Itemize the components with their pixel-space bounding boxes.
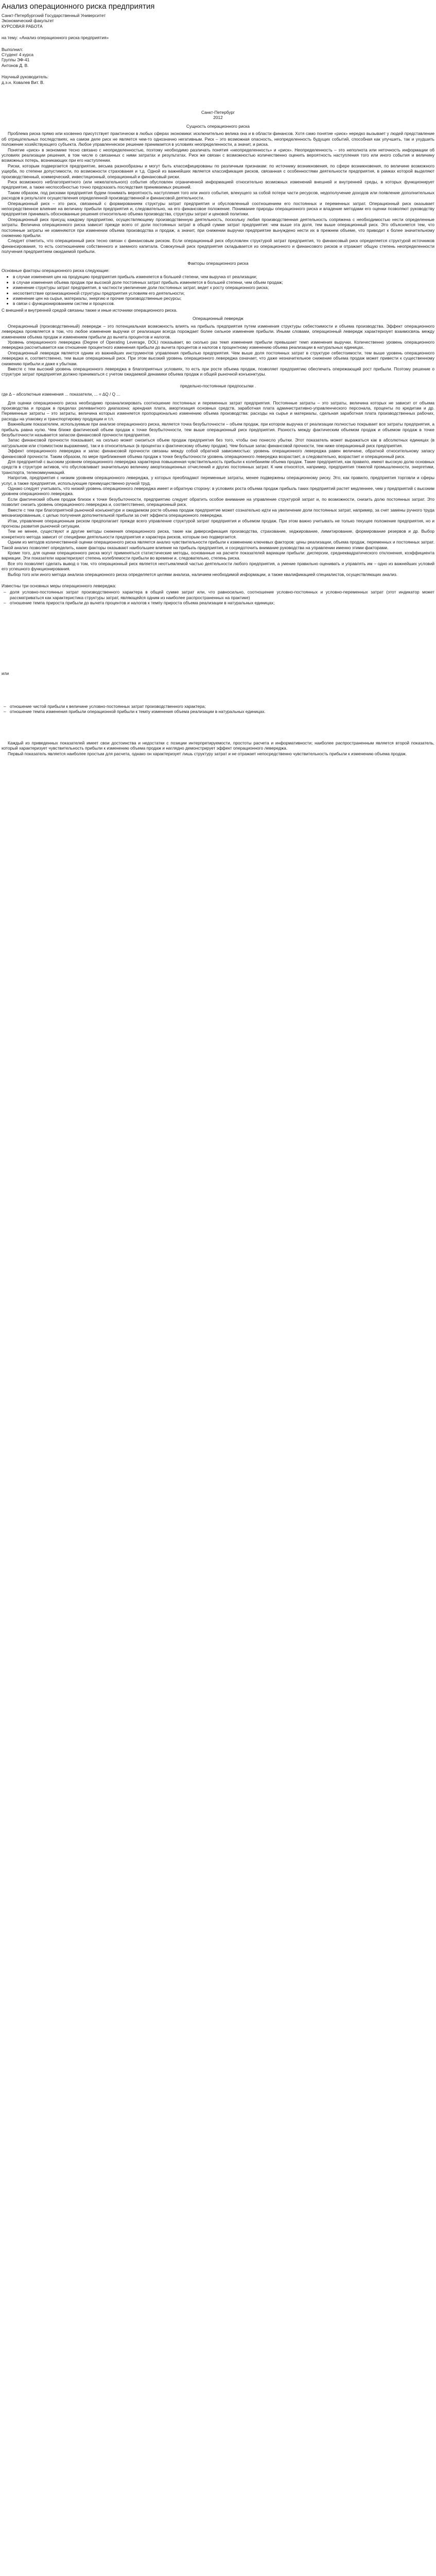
section-heading-leverage: Операционный левередж (193, 316, 243, 321)
section-heading-factors: Факторы операционного риска (187, 260, 249, 266)
leverage-measures-list (4, 589, 434, 605)
university-name: Санкт-Петербургский Государственный Университет (2, 13, 106, 18)
analysis-paragraph: Если фактический объем продаж близок к точке безубыточности, предприятию следует обратить особое внимание на управление структурой затрат и, по возможности, снизить долю постоянных затрат. Это позволит снизить уровень операционного левереджа и, соответственно, операционный риск. (2, 496, 434, 507)
closing-paragraph: Каждый из приведенных показателей имеет свои достоинства и недостатки с позиции интерпретируемости, простоты расчета и информативности; наиболее распространенным является второй показатель, который характеризует чувствительность прибыли к изменению объема продаж и наглядно демонстрирует эффект операционного левереджа. (2, 740, 434, 751)
essence-paragraph: Таким образом, под рисками предприятия будем понимать вероятность наступления того или иного события, влекущего за собой потери части ресурсов, недополучение доходов или появление дополнительных расходов в результате осуществления определенной производственной и финансовой деятельности. (2, 190, 434, 201)
analysis-paragraph: Итак, управление операционным риском предполагает прежде всего управление структурой затрат предприятия и объемом продаж. При этом важно учитывать не только текущее положение предприятия, но и прогнозы развития рыночной ситуации. (2, 518, 434, 529)
title-page-block (2, 13, 434, 41)
student-course: Студент 4 курса (2, 52, 33, 58)
work-topic: на тему: «Анализ операционного риска предприятия» (2, 35, 109, 41)
analysis-paragraph: Вместе с тем при благоприятной рыночной конъюнктуре и ожидаемом росте объема продаж предприятие может сознательно идти на увеличение доли постоянных затрат, например, за счет замены ручного труда механизированным, с целью получения дополнительной прибыли за счет эффекта операционного левереджа. (2, 507, 434, 518)
measure-list-item: – отношение темпа изменения прибыли операционной прибыли к темпу изменения объема реализации в натуральных единицах. (4, 709, 434, 714)
factor-list-item: • в случае изменения объема продаж при высокой доле постоянных затрат прибыль изменяется в большей степени, чем объем продаж; (13, 280, 434, 285)
section-leverage (2, 324, 434, 377)
essence-paragraph: Операционный риск – это риск, связанный с формированием структуры затрат предприятия и обусловленный соотношением его постоянных и переменных затрат. Операционный риск оказывает непосредственное влияние на величину прибыли предприятия и, следовательно, на его финансовое положение. Понимание природы операционного риска и владение методами его оценки позволяют руководству предприятия принимать обоснованные решения относительно объема производства, структуры затрат и ценовой политики. (2, 200, 434, 217)
measure-list-item: – отношение чистой прибыли к величине условно-постоянных затрат производственного характера; (4, 704, 434, 709)
leverage-paragraph: Вместе с тем высокий уровень операционного левереджа в благоприятных условиях, то есть при росте объема продаж, позволяет предприятию обеспечить опережающий рост прибыли. Поэтому решение о структуре затрат предприятия должно приниматься с учетом ожидаемой динамики объема продаж и общей рыночной конъюнктуры. (2, 366, 434, 377)
performed-label: Выполнил: (2, 46, 23, 52)
essence-paragraph: Понятие «риск» в экономике тесно связано с неопределенностью, поэтому необходимо различать понятия «неопределенность» и «риск». Неопределенность – это неполнота или неточность информации об условиях реализации решения, в том числе о связанных с ними затратах и результатах. Риск же связан с возможностью количественно оценить вероятность наступления того или иного события и величину возможных потерь, возникающих при его наступлении. (2, 147, 434, 163)
student-name: Антонов Д. В. (2, 62, 29, 68)
faculty-name: Экономический факультет (2, 18, 54, 24)
analysis-paragraph: Напротив, предприятия с низким уровнем операционного левереджа, у которых преобладают переменные затраты, менее подвержены операционному риску. Это, как правило, предприятия торговли и сферы услуг, а также предприятия, использующие преимущественно ручной труд. (2, 475, 434, 486)
section-essence (2, 131, 434, 254)
city-year-block (2, 110, 434, 121)
types-intro: Известны три основных меры операционного левереджа: (2, 583, 116, 588)
document-page (0, 2, 436, 756)
formula-label: предельно-постоянные предпосылки . (180, 383, 256, 388)
analysis-paragraph: Эффект операционного левереджа и запас финансовой прочности связаны между собой обратной зависимостью: уровень операционного левереджа равен величине, обратной относительному запасу финансовой прочности. Таким образом, по мере приближения объема продаж к точке безубыточности уровень операционного левереджа возрастает, а следовательно, возрастает и операционный риск. (2, 448, 434, 459)
analysis-paragraph: Тем не менее, существуют и другие методы снижения операционного риска, такие как диверсификация производства, страхование, хеджирование, лимитирование, формирование резервов и др. Выбор конкретного метода зависит от специфики деятельности предприятия и характера рисков, которым оно подвергается. (2, 529, 434, 539)
factors-list (13, 274, 434, 306)
analysis-paragraph: Запас финансовой прочности показывает, на сколько может снизиться объем продаж предприятия без того, чтобы оно понесло убытки. Этот показатель может выражаться как в абсолютных единицах (в натуральном или стоимостном выражении), так и в относительных (в процентах к фактическому объему продаж). Чем больше запас финансовой прочности, тем ниже операционный риск предприятия. (2, 437, 434, 448)
year: 2012 (213, 115, 223, 121)
or-label: или (2, 670, 9, 676)
measure-list-item: – отношение темпа прироста прибыли до вычета процентов и налогов к темпу прироста объема реализации в натуральных единицах; (4, 600, 434, 605)
supervisor-label: Научный руководитель: (2, 74, 49, 80)
leverage-paragraph: Операционный (производственный) левередж – это потенциальная возможность влиять на прибыль предприятия путем изменения структуры себестоимости и объема производства. Эффект операционного левереджа проявляется в том, что любое изменение выручки от реализации всегда порождает более сильное изменение прибыли. Иными словами, операционный левередж характеризует взаимосвязь между изменением объема продаж и изменением прибыли до вычета процентов и налогов. (2, 323, 434, 340)
leverage-paragraph: Операционный левередж является одним из важнейших инструментов управления прибылью предприятия. Чем выше доля постоянных затрат в структуре себестоимости, тем выше уровень операционного левереджа и, соответственно, тем выше операционный риск. При этом высокий уровень операционного левереджа означает, что даже незначительное снижение объема продаж может привести к существенному снижению прибыли и даже к убыткам. (2, 350, 434, 366)
factor-list-item: • несоответствие организационной структуры предприятия условиям его деятельности; (13, 291, 434, 296)
essence-paragraph: Проблема риска прямо или косвенно присутствует практически в любых сферах экономики: исключительно велика она и в области финансов. Хотя само понятие «риск» нередко вызывает у людей представление об отрицательных последствиях, на самом деле риск не является чем-то однозначно негативным. Риск – это возможная опасность, неопределенность будущих событий, способная как улучшить, так и ухудшить положение хозяйствующего субъекта. Любое управленческое решение принимается в условиях неопределенности, а значит, и риска. (2, 131, 434, 147)
student-group: Группы ЭФ-41 (2, 57, 30, 63)
factor-list-item: • изменение структуры затрат предприятия, в частности увеличение доли постоянных затрат, ведет к росту операционного риска; (13, 285, 434, 290)
leverage-measures-list-b (4, 704, 434, 715)
factors-intro: Основные факторы операционного риска следующие: (2, 268, 110, 274)
essence-paragraph: Риски, которым подвергается предприятие, весьма разнообразны и могут быть классифицированы по различным признакам: по источнику возникновения, по сфере возникновения, по величине возможного ущерба, по степени допустимости, по возможности страхования и т.д. Одной из важнейших является классификация рисков, связанная с особенностями деятельности предприятия, в рамках которой выделяют производственный, коммерческий, инвестиционный, операционный и финансовый риски. (2, 163, 434, 179)
factor-list-item: • в случае изменения цен на продукцию предприятия прибыль изменяется в большей степени, чем выручка от реализации; (13, 274, 434, 279)
analysis-paragraph: Одним из методов количественной оценки операционного риска является анализ чувствительности прибыли к изменению ключевых факторов: цены реализации, объема продаж, переменных и постоянных затрат. Такой анализ позволяет определить, какие факторы оказывают наибольшее влияние на прибыль предприятия, и сосредоточить внимание руководства на управлении именно этими факторами. (2, 539, 434, 550)
factors-after: С внешней и внутренней средой связаны также и иные источники операционного риска. (2, 307, 178, 313)
author-block (2, 47, 434, 85)
factor-list-item: • в связи с функционированием систем и процессов. (13, 301, 434, 306)
analysis-paragraph: Все это позволяет сделать вывод о том, что операционный риск является неотъемлемой частью деятельности любого предприятия, а умение правильно оценивать и управлять им – одно из важнейших условий его успешного функционирования. (2, 561, 434, 572)
section-closing (2, 740, 434, 756)
section-analysis (2, 400, 434, 577)
analysis-paragraph: Для оценки операционного риска необходимо проанализировать соотношение постоянных и переменных затрат предприятия. Постоянные затраты – это затраты, величина которых не зависит от объема производства и продаж в пределах релевантного диапазона: арендная плата, амортизация основных средств, заработная плата административно-управленческого персонала, проценты по кредитам и др. Переменные затраты – это затраты, величина которых изменяется пропорционально изменению объема производства: расходы на сырье и материалы, сдельная заработная плата производственных рабочих, расходы на упаковку и транспортировку продукции и т.п. (2, 400, 434, 421)
city: Санкт-Петербург (201, 110, 235, 115)
measure-list-item: – доля условно-постоянных затрат производственного характера в общей сумме затрат или, что равносильно, соотношение условно-постоянных и условно-переменных затрат (этот индикатор может рассматриваться как характеристика структуры затрат, являющейся одним из наиболее распространенных на практике) (4, 589, 434, 600)
leverage-paragraph: Уровень операционного левереджа (Degree of Operating Leverage, DOL) показывает, во сколько раз темп изменения прибыли превышает темп изменения выручки. Количественно уровень операционного левереджа рассчитывается как отношение процентного изменения прибыли до вычета процентов и налогов к процентному изменению объема реализации в натуральных единицах. (2, 339, 434, 350)
analysis-paragraph: Важнейшим показателем, используемым при анализе операционного риска, является точка безубыточности – объем продаж, при котором выручка от реализации полностью покрывает все затраты предприятия, а прибыль равна нулю. Чем ближе фактический объем продаж к точке безубыточности, тем выше операционный риск предприятия. Разность между фактическим объемом продаж и объемом продаж в точке безубыточности называется запасом финансовой прочности предприятия. (2, 421, 434, 437)
document-title: Анализ операционного риска предприятия (2, 2, 155, 11)
formula-line: где ∆ – абсолютные изменения ... показатели, ... = ∆Q / Q ... (2, 392, 120, 397)
supervisor-name: д.э.н. Ковалев Вит. В. (2, 79, 44, 85)
analysis-paragraph: Однако следует учитывать, что низкий уровень операционного левереджа имеет и обратную сторону: в условиях роста объема продаж прибыль таких предприятий растет медленнее, чем у предприятий с высоким уровнем операционного левереджа. (2, 486, 434, 497)
analysis-paragraph: Кроме того, для оценки операционного риска могут применяться статистические методы, основанные на расчете показателей вариации прибыли: дисперсии, среднеквадратического отклонения, коэффициента вариации. Эти показатели характеризуют степень колеблемости прибыли во времени и, следовательно, степень риска. (2, 550, 434, 561)
work-type: КУРСОВАЯ РАБОТА (2, 23, 43, 29)
essence-paragraph: Следует отметить, что операционный риск тесно связан с финансовым риском. Если операционный риск обусловлен структурой затрат предприятия, то финансовый риск определяется структурой источников финансирования, то есть соотношением собственного и заемного капитала. Совокупный риск предприятия складывается из операционного и финансового рисков и отражает общую степень неопределенности получения предприятием ожидаемой прибыли. (2, 238, 434, 255)
section-heading-essence: Сущность операционного риска (186, 123, 250, 129)
analysis-paragraph: Выбор того или иного метода анализа операционного риска определяется целями анализа, наличием необходимой информации, а также квалификацией специалистов, осуществляющих анализ. (8, 571, 398, 577)
analysis-paragraph: Для предприятий с высоким уровнем операционного левереджа характерна повышенная чувствительность прибыли к колебаниям объема продаж. Такие предприятия, как правило, имеют высокую долю основных средств в структуре активов, что обусловливает значительную величину амортизационных отчислений и других постоянных затрат. К ним относятся, например, предприятия тяжелой промышленности, энергетики, транспорта, телекоммуникаций. (2, 459, 434, 475)
essence-paragraph: Операционный риск присущ каждому предприятию, осуществляющему производственную деятельность, поскольку любая производственная деятельность сопряжена с необходимостью нести определенные затраты. Величина операционного риска зависит прежде всего от доли постоянных затрат в общей сумме затрат предприятия: чем выше эта доля, тем выше операционный риск. Это объясняется тем, что постоянные затраты не изменяются при изменении объема производства и продаж, а значит, при снижении выручки предприятие вынуждено нести их в прежнем объеме, что приводит к более значительному снижению прибыли. (2, 216, 434, 238)
factor-list-item: • изменение цен на сырье, материалы, энергию и прочие производственные ресурсы; (13, 296, 434, 301)
essence-paragraph: Риск возможного неблагоприятного (или нежелательного) события обусловлен ограниченной информацией относительно возможных изменений внешней и внутренней среды, в которых функционирует предприятие, а также неспособностью точно предсказать последствия принимаемых решений. (2, 179, 434, 190)
closing-paragraph: Первый показатель является наиболее простым для расчета, однако он характеризует лишь структуру затрат и не отражает непосредственно чувствительность прибыли к изменению объема продаж. (8, 751, 407, 756)
